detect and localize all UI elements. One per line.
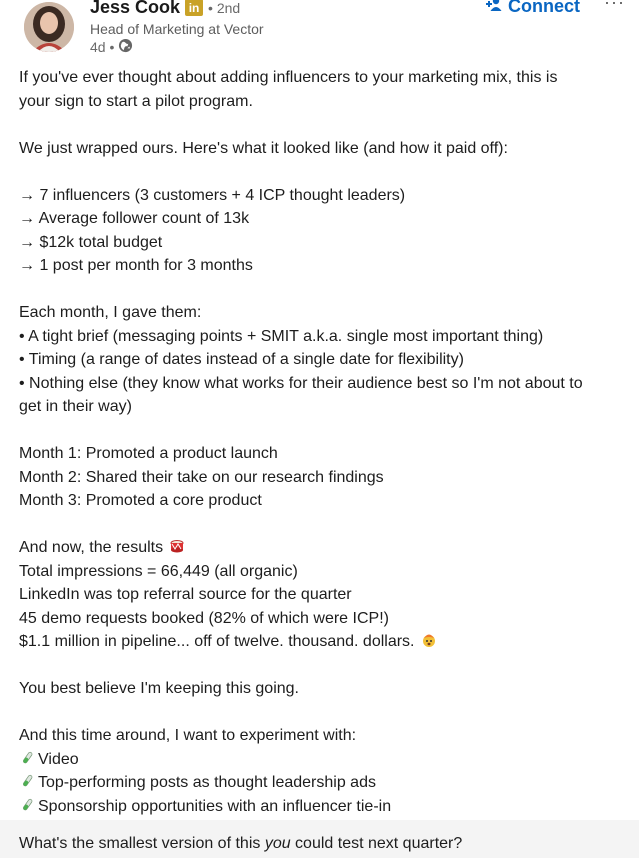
post-line bbox=[19, 301, 629, 325]
post-line-text: LinkedIn was top referral source for the quarter bbox=[19, 586, 352, 603]
post-line bbox=[19, 583, 629, 607]
post-line bbox=[19, 66, 629, 90]
post-closing-question: What's the smallest version of this you could test next quarter? bbox=[19, 835, 463, 852]
post-line-text: Month 3: Promoted a core product bbox=[19, 492, 262, 509]
connect-label: Connect bbox=[508, 0, 580, 16]
post-line bbox=[19, 325, 629, 349]
post-line bbox=[19, 795, 629, 819]
author-headline: Head of Marketing at Vector bbox=[90, 21, 264, 37]
post-line bbox=[19, 137, 629, 161]
post-line-text: • Timing (a range of dates instead of a single date for flexibility) bbox=[19, 351, 464, 368]
post-line-text: • Nothing else (they know what works for their audience best so I'm not about to bbox=[19, 374, 583, 392]
post-line bbox=[19, 536, 629, 560]
connect-button[interactable] bbox=[486, 0, 580, 17]
paragraph-gap bbox=[19, 419, 629, 443]
post-line-text: Total impressions = 66,449 (all organic) bbox=[19, 562, 298, 580]
post-body bbox=[19, 66, 629, 818]
post-line-text: Video bbox=[38, 750, 79, 768]
post-line-text: → 7 influencers (3 customers + 4 ICP thought leaders) bbox=[19, 186, 406, 204]
drum-icon bbox=[169, 538, 185, 562]
post-line bbox=[19, 184, 629, 208]
post-line bbox=[19, 748, 629, 772]
post-line-text: • A tight brief (messaging points + SMIT a.k.a. single most important thing) bbox=[19, 327, 544, 345]
post-line bbox=[19, 442, 629, 466]
post-line-text: 45 demo requests booked (82% of which were ICP!) bbox=[19, 609, 389, 627]
post-line bbox=[19, 372, 629, 396]
post-line bbox=[19, 724, 629, 748]
post-line bbox=[19, 207, 629, 231]
post-line-text: your sign to start a pilot program. bbox=[19, 92, 253, 110]
post-line-text: Sponsorship opportunities with an influencer tie-in bbox=[38, 797, 392, 815]
post-line-text: Month 2: Shared their take on our research findings bbox=[19, 468, 384, 486]
post-line-text: Top-performing posts as thought leadership ads bbox=[38, 774, 376, 791]
post-line-text: You best believe I'm keeping this going. bbox=[19, 680, 299, 697]
post-line-text: And now, the results bbox=[19, 539, 164, 556]
post-time: 4d • bbox=[90, 39, 115, 55]
post-line bbox=[19, 254, 629, 278]
post-line-text: Each month, I gave them: bbox=[19, 304, 202, 321]
paragraph-gap bbox=[19, 160, 629, 184]
paragraph-gap bbox=[19, 513, 629, 537]
post-header bbox=[0, 0, 639, 62]
more-options-button[interactable]: ··· bbox=[604, 0, 625, 12]
post-line-text: If you've ever thought about adding influencers to your marketing mix, this is bbox=[19, 69, 558, 86]
post-line-text: And this time around, I want to experiment with: bbox=[19, 727, 357, 744]
post-line-text: → $12k total budget bbox=[19, 233, 163, 251]
globe-icon bbox=[118, 38, 133, 56]
post-line-text: get in their way) bbox=[19, 398, 132, 415]
post-line-text: → 1 post per month for 3 months bbox=[19, 257, 253, 274]
mind-blown-icon bbox=[421, 632, 437, 656]
connection-degree: • 2nd bbox=[208, 0, 241, 16]
post-line-text: → Average follower count of 13k bbox=[19, 210, 250, 227]
post-line bbox=[19, 560, 629, 584]
test-tube-icon bbox=[19, 750, 34, 774]
post-line-text: We just wrapped ours. Here's what it looked like (and how it paid off): bbox=[19, 139, 508, 157]
paragraph-gap bbox=[19, 278, 629, 302]
test-tube-icon bbox=[19, 773, 34, 797]
post-line bbox=[19, 607, 629, 631]
paragraph-gap bbox=[19, 654, 629, 678]
post-line bbox=[19, 677, 629, 701]
post-line bbox=[19, 630, 629, 654]
linkedin-premium-icon: in bbox=[185, 0, 203, 16]
post-line-text: $1.1 million in pipeline... off of twelve. thousand. dollars. bbox=[19, 633, 415, 650]
post-line-text: Month 1: Promoted a product launch bbox=[19, 445, 278, 462]
post-line bbox=[19, 395, 629, 419]
post-line bbox=[19, 90, 629, 114]
post-line bbox=[19, 348, 629, 372]
post-line bbox=[19, 231, 629, 255]
paragraph-gap bbox=[19, 113, 629, 137]
author-name[interactable]: Jess Cook bbox=[90, 0, 181, 17]
post-line bbox=[19, 489, 629, 513]
add-person-icon bbox=[486, 0, 502, 17]
post-line bbox=[19, 466, 629, 490]
test-tube-icon bbox=[19, 797, 34, 821]
post-meta bbox=[90, 38, 133, 56]
emphasis-you: you bbox=[264, 835, 291, 852]
post-line bbox=[19, 771, 629, 795]
avatar[interactable] bbox=[24, 2, 74, 52]
paragraph-gap bbox=[19, 701, 629, 725]
